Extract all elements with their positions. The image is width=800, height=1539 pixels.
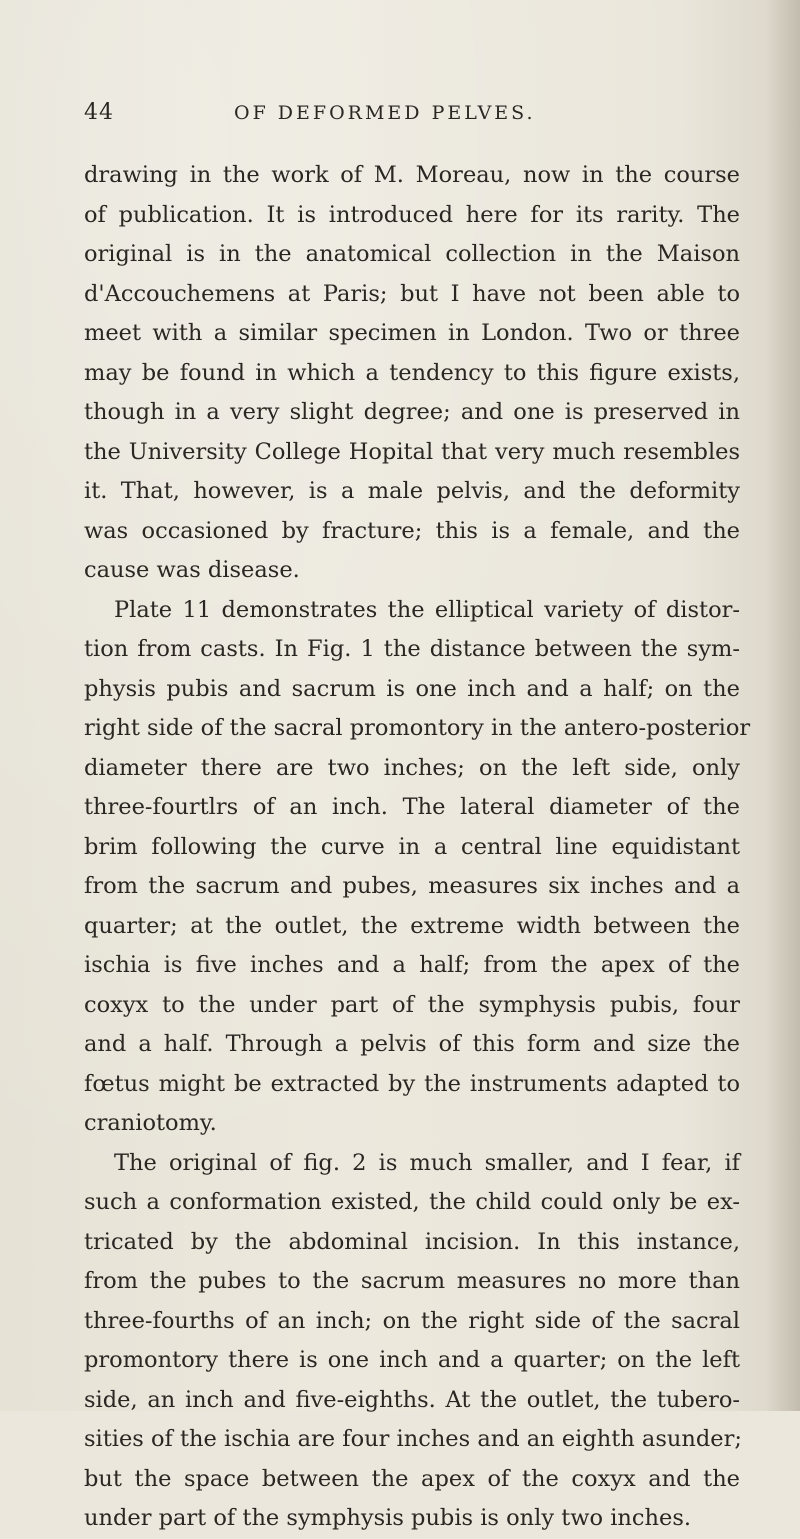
text-line: drawing in the work of M. Moreau, now in the course (84, 162, 740, 188)
text-line: original is in the anatomical collection in the Maison (84, 241, 740, 267)
text-line: ischia is five inches and a half; from the apex of the (84, 952, 740, 978)
text-line: Plate 11 demonstrates the elliptical variety of distor- (114, 596, 740, 623)
text-line: tricated by the abdominal incision. In this instance, (84, 1228, 740, 1255)
text-line: side, an inch and five-eighths. At the outlet, the tubero- (84, 1386, 740, 1413)
text-line: three-fourths of an inch; on the right side of the sacral (84, 1307, 740, 1334)
text-line: The original of fig. 2 is much smaller, and I fear, if (114, 1149, 740, 1176)
text-line: sities of the ischia are four inches and an eighth asunder; (84, 1426, 742, 1452)
text-line: cause was disease. (84, 557, 300, 583)
text-line: meet with a similar specimen in London. Two or three (84, 320, 740, 346)
text-line: under part of the symphysis pubis is only two inches. (84, 1505, 692, 1531)
text-line: and a half. Through a pelvis of this form and size the (84, 1031, 740, 1057)
text-line: from the pubes to the sacrum measures no more than (84, 1268, 740, 1294)
page-number: 44 (84, 100, 114, 125)
text-line: may be found in which a tendency to this figure exists, (84, 359, 740, 386)
text-line: fœtus might be extracted by the instruments adapted to (84, 1070, 740, 1097)
text-line: craniotomy. (84, 1110, 217, 1136)
page-edge-shadow (766, 0, 800, 1411)
running-title: OF DEFORMED PELVES. (234, 102, 536, 124)
text-line: the University College Hopital that very much resembles (84, 438, 740, 465)
text-line: it. That, however, is a male pelvis, and the deformity (84, 478, 740, 504)
text-line: such a conformation existed, the child could only be ex- (84, 1189, 740, 1215)
text-line: was occasioned by fracture; this is a female, and the (84, 517, 740, 544)
text-line: though in a very slight degree; and one is preserved in (84, 399, 740, 425)
text-line: but the space between the apex of the coxyx and the (84, 1465, 740, 1492)
text-line: brim following the curve in a central line equidistant (84, 833, 740, 860)
text-line: quarter; at the outlet, the extreme width between the (84, 912, 740, 939)
text-line: promontory there is one inch and a quarter; on the left (84, 1347, 740, 1373)
text-line: three-fourtlrs of an inch. The lateral diameter of the (84, 794, 740, 820)
page-header (84, 100, 724, 130)
text-line: d'Accouchemens at Paris; but I have not been able to (84, 280, 740, 307)
text-line: diameter there are two inches; on the left side, only (84, 754, 740, 781)
text-line: physis pubis and sacrum is one inch and a half; on the (84, 675, 740, 702)
text-line: coxyx to the under part of the symphysis pubis, four (84, 991, 740, 1018)
text-line: right side of the sacral promontory in the antero-posterior (84, 715, 751, 741)
text-line: from the sacrum and pubes, measures six inches and a (84, 873, 740, 899)
text-line: tion from casts. In Fig. 1 the distance between the sym- (84, 636, 740, 662)
text-line: of publication. It is introduced here for its rarity. The (84, 201, 740, 228)
body-text (84, 156, 751, 1539)
